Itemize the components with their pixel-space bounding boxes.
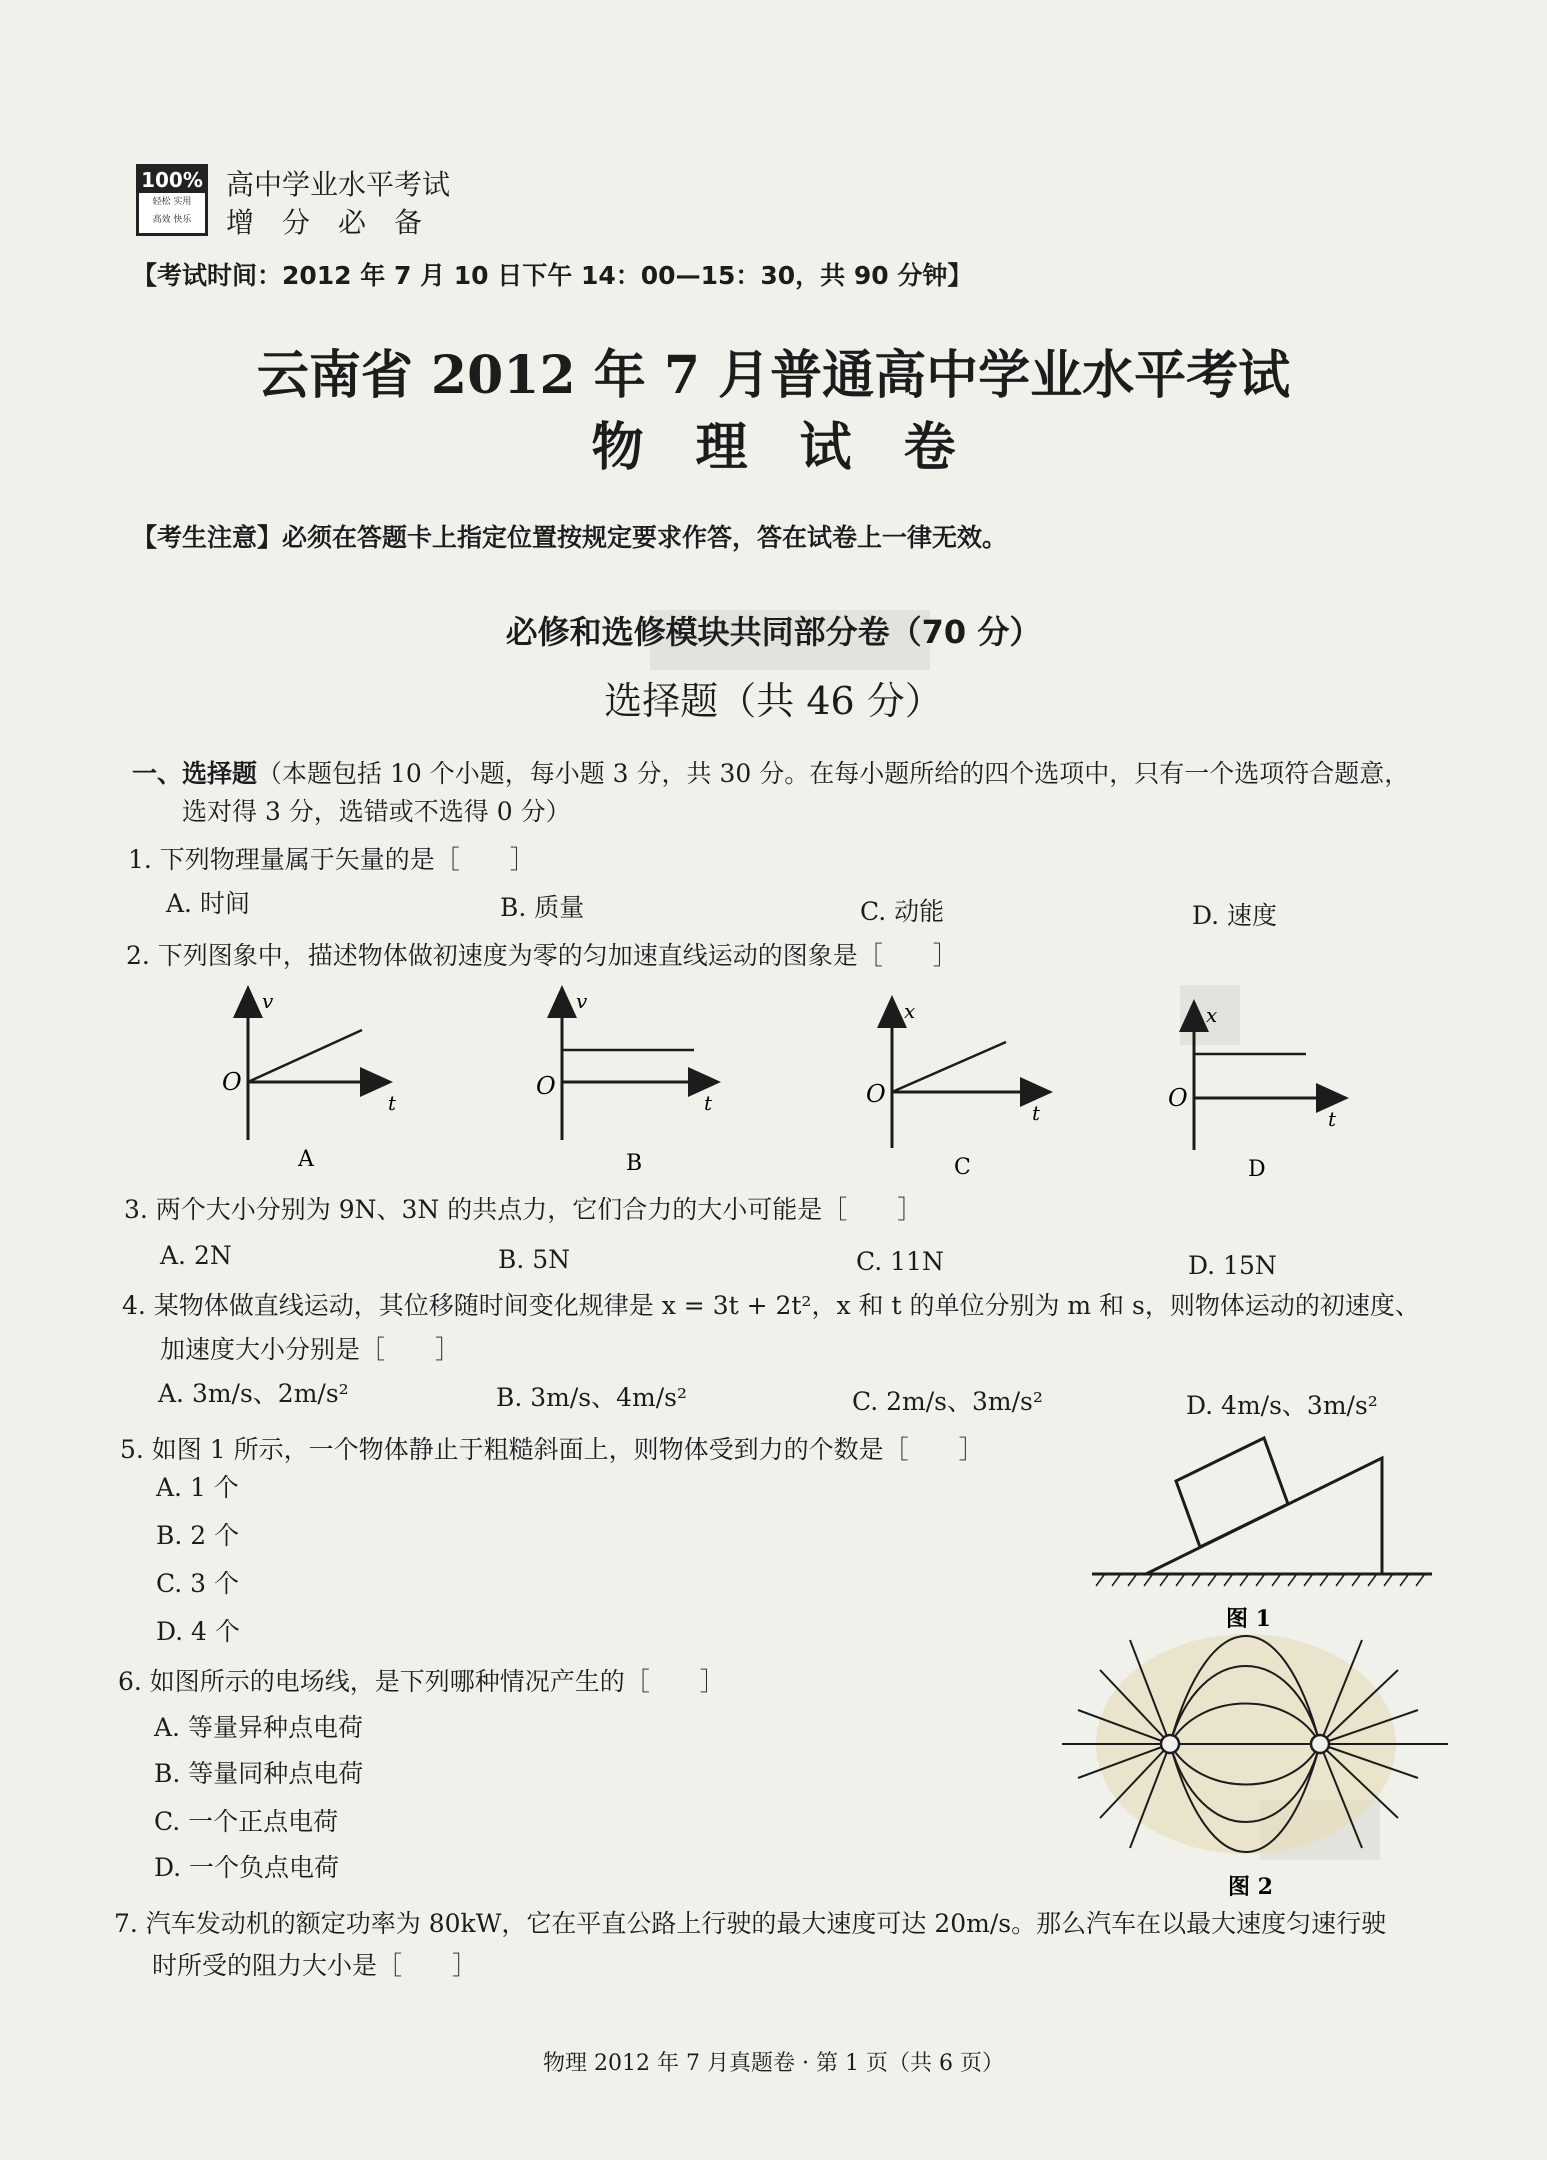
graph-b-y-label: v bbox=[576, 989, 588, 1013]
graph-a-x-label: t bbox=[388, 1091, 397, 1115]
q4-option-a: A. 3m/s、2m/s² bbox=[158, 1379, 349, 1408]
figure-2-field-lines bbox=[1062, 1634, 1448, 1900]
graph-d-origin: O bbox=[1168, 1084, 1188, 1112]
q6-option-b: B. 等量同种点电荷 bbox=[154, 1759, 364, 1788]
q3-option-a: A. 2N bbox=[160, 1241, 232, 1270]
block bbox=[1176, 1438, 1288, 1547]
graph-a-y-label: v bbox=[262, 989, 274, 1013]
q5-option-c: C. 3 个 bbox=[156, 1569, 239, 1598]
q1-option-b: B. 质量 bbox=[500, 893, 585, 922]
notice: 【考生注意】必须在答题卡上指定位置按规定要求作答，答在试卷上一律无效。 bbox=[132, 523, 1008, 552]
graph-a bbox=[222, 988, 397, 1172]
figure-2-caption: 图 2 bbox=[1228, 1874, 1273, 1900]
brand-badge: 100% 轻松 实用 高效 快乐 bbox=[136, 164, 208, 236]
graph-b-origin: O bbox=[536, 1072, 556, 1100]
figure-1-incline bbox=[1092, 1438, 1432, 1632]
q4-option-c: C. 2m/s、3m/s² bbox=[852, 1387, 1043, 1416]
q1-stem: 1. 下列物理量属于矢量的是［ ］ bbox=[128, 845, 535, 874]
graph-d-label: D bbox=[1248, 1157, 1266, 1182]
q6-stem: 6. 如图所示的电场线，是下列哪种情况产生的［ ］ bbox=[118, 1667, 725, 1696]
q3-option-b: B. 5N bbox=[498, 1245, 571, 1274]
q6-option-d: D. 一个负点电荷 bbox=[154, 1853, 340, 1882]
graph-c-label: C bbox=[954, 1155, 971, 1180]
charge-right bbox=[1311, 1735, 1329, 1753]
part1-heading-line2: 选对得 3 分，选错或不选得 0 分） bbox=[182, 797, 571, 826]
charge-left bbox=[1161, 1735, 1179, 1753]
q1-option-a: A. 时间 bbox=[166, 889, 250, 918]
q5-stem: 5. 如图 1 所示，一个物体静止于粗糙斜面上，则物体受到力的个数是［ ］ bbox=[120, 1435, 984, 1464]
page-footer: 物理 2012 年 7 月真题卷 · 第 1 页（共 6 页） bbox=[543, 2051, 1004, 2076]
q6-option-a: A. 等量异种点电荷 bbox=[154, 1713, 363, 1742]
part1-heading: 一、选择题（本题包括 10 个小题，每小题 3 分，共 30 分。在每小题所给的四个选项中，只有一个选项符合题意， bbox=[132, 759, 1410, 788]
q1-option-d: D. 速度 bbox=[1192, 901, 1278, 930]
q3-option-c: C. 11N bbox=[856, 1247, 944, 1276]
series-line1: 高中学业水平考试 bbox=[226, 168, 451, 201]
graph-d-x-label: t bbox=[1328, 1107, 1337, 1131]
q4-stem-line1: 4. 某物体做直线运动，其位移随时间变化规律是 x = 3t + 2t²，x 和 t 的单位分别为 m 和 s，则物体运动的初速度、 bbox=[122, 1291, 1420, 1320]
q5-option-b: B. 2 个 bbox=[156, 1521, 240, 1550]
choice-title: 选择题（共 46 分） bbox=[604, 679, 943, 723]
q3-stem: 3. 两个大小分别为 9N、3N 的共点力，它们合力的大小可能是［ ］ bbox=[124, 1195, 923, 1224]
graph-a-origin: O bbox=[222, 1068, 242, 1096]
section-title: 必修和选修模块共同部分卷（70 分） bbox=[505, 613, 1042, 651]
graph-c-y-label: x bbox=[904, 999, 916, 1023]
graph-a-label: A bbox=[298, 1147, 314, 1172]
graph-c-origin: O bbox=[866, 1080, 886, 1108]
graph-c-line bbox=[892, 1042, 1006, 1092]
q5-option-d: D. 4 个 bbox=[156, 1617, 240, 1646]
q6-option-c: C. 一个正点电荷 bbox=[154, 1807, 339, 1836]
page-title: 云南省 2012 年 7 月普通高中学业水平考试 bbox=[256, 345, 1291, 406]
q1-option-c: C. 动能 bbox=[860, 897, 945, 926]
ground-hatching bbox=[1096, 1575, 1424, 1586]
graph-c bbox=[866, 998, 1050, 1180]
graph-d bbox=[1168, 1002, 1346, 1182]
graph-c-x-label: t bbox=[1032, 1101, 1041, 1125]
q7-stem-line1: 7. 汽车发动机的额定功率为 80kW，它在平直公路上行驶的最大速度可达 20m/s。那么汽车在以最大速度匀速行驶 bbox=[114, 1909, 1387, 1938]
q2-stem: 2. 下列图象中，描述物体做初速度为零的匀加速直线运动的图象是［ ］ bbox=[126, 941, 958, 970]
graph-a-line bbox=[248, 1030, 362, 1082]
page-subtitle: 物 理 试 卷 bbox=[591, 417, 956, 478]
graph-d-y-label: x bbox=[1206, 1003, 1218, 1027]
q4-option-d: D. 4m/s、3m/s² bbox=[1186, 1391, 1378, 1420]
figure-1-caption: 图 1 bbox=[1226, 1606, 1271, 1632]
graph-b bbox=[536, 988, 718, 1176]
exam-time: 【考试时间：2012 年 7 月 10 日下午 14：00—15：30，共 90 分钟】 bbox=[132, 261, 973, 290]
series-line2: 增 分 必 备 bbox=[226, 206, 423, 239]
q5-option-a: A. 1 个 bbox=[156, 1473, 239, 1502]
q7-stem-line2: 时所受的阻力大小是［ ］ bbox=[152, 1951, 478, 1980]
graph-b-x-label: t bbox=[704, 1091, 713, 1115]
q4-stem-line2: 加速度大小分别是［ ］ bbox=[160, 1335, 461, 1364]
graph-b-label: B bbox=[626, 1151, 643, 1176]
q3-option-d: D. 15N bbox=[1188, 1251, 1277, 1280]
q4-option-b: B. 3m/s、4m/s² bbox=[496, 1383, 688, 1412]
